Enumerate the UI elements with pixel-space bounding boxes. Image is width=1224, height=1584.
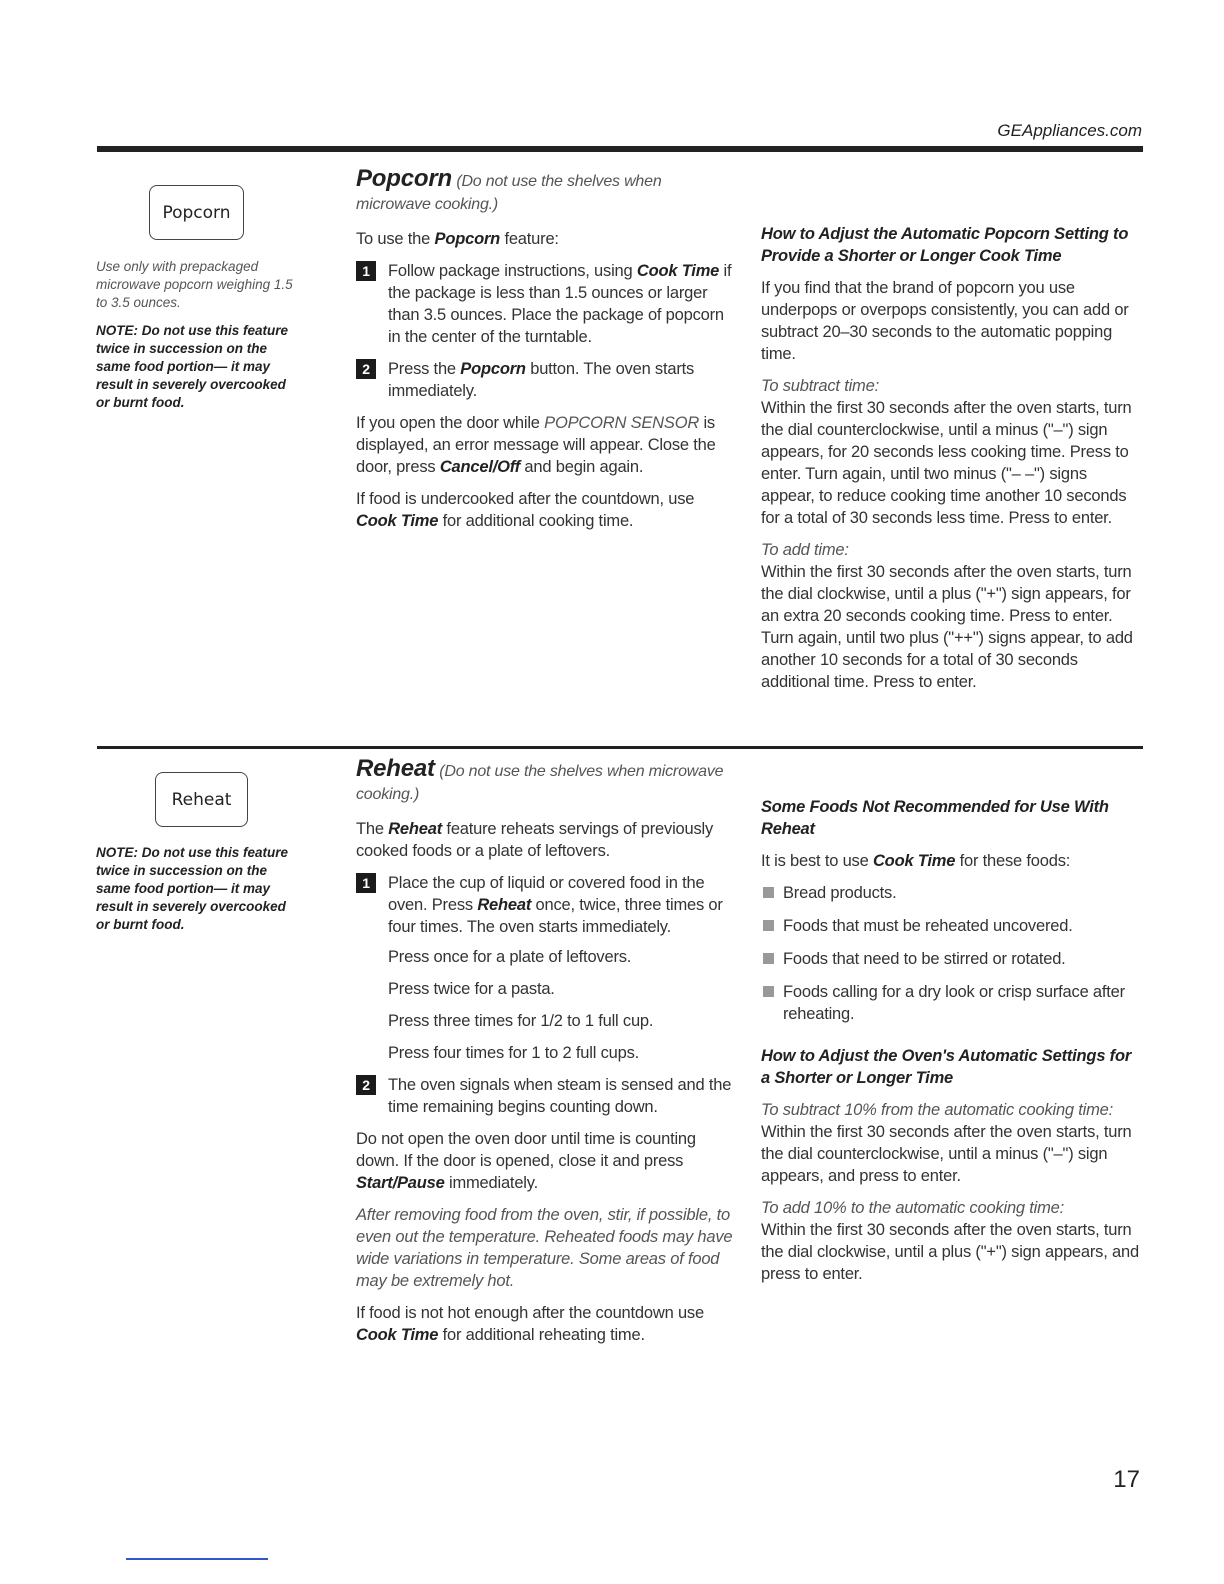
popcorn-adjust-heading: How to Adjust the Automatic Popcorn Setting to Provide a Shorter or Longer Cook Time xyxy=(761,225,1129,265)
popcorn-adjust-column xyxy=(761,223,1143,703)
list-item: Bread products. xyxy=(761,882,1143,904)
list-item: Foods that need to be stirred or rotated. xyxy=(761,948,1143,970)
bullet-icon xyxy=(763,920,774,931)
popcorn-button-illustration xyxy=(149,185,244,240)
popcorn-door-paragraph: If you open the door while POPCORN SENSOR is displayed, an error message will appear. Close the door, press Cancel/Off and begin again. xyxy=(356,414,716,476)
reheat-press-once: Press once for a plate of leftovers. xyxy=(388,948,632,966)
popcorn-intro: To use the Popcorn feature: xyxy=(356,230,559,248)
popcorn-main-column xyxy=(356,165,736,542)
popcorn-add-text: Within the first 30 seconds after the oven starts, turn the dial clockwise, until a plus ("+") sign appears, for an extra 20 seconds cooking time. Press to enter. Turn again, until two plus ("++") signs appear, to add another 10 seconds for a total of 30 seconds additional time. Press to enter. xyxy=(761,563,1133,691)
popcorn-title: Popcorn xyxy=(356,165,452,192)
popcorn-sidenote xyxy=(96,258,296,412)
popcorn-add-label: To add time: xyxy=(761,541,849,559)
reheat-button-label: Reheat xyxy=(171,789,232,810)
popcorn-adjust-intro: If you find that the brand of popcorn you use underpops or overpops consistently, you can add or subtract 20–30 seconds to the automatic popping time. xyxy=(761,279,1129,363)
popcorn-subtract-label: To subtract time: xyxy=(761,377,879,395)
popcorn-side-italic: Use only with prepackaged microwave popcorn weighing 1.5 to 3.5 ounces. xyxy=(96,259,293,310)
reheat-sidenote xyxy=(96,844,296,934)
bullet-icon xyxy=(763,986,774,997)
reheat-door-paragraph: Do not open the oven door until time is counting down. If the door is opened, close it and press Start/Pause immediately. xyxy=(356,1130,696,1192)
reheat-right-column xyxy=(761,796,1143,1295)
reheat-subtract-text: Within the first 30 seconds after the oven starts, turn the dial counterclockwise, until a minus ("–") sign appears, and press to enter. xyxy=(761,1123,1132,1185)
reheat-title-note: (Do not use the shelves when microwave cooking.) xyxy=(356,763,724,803)
step-number-1: 1 xyxy=(356,873,376,893)
list-item: Foods calling for a dry look or crisp surface after reheating. xyxy=(761,981,1143,1025)
reheat-add-label: To add 10% to the automatic cooking time: xyxy=(761,1199,1065,1217)
reheat-title: Reheat xyxy=(356,755,435,782)
site-url: GEAppliances.com xyxy=(997,121,1142,140)
popcorn-side-note: NOTE: Do not use this feature twice in succession on the same food portion— it may result in severely overcooked or burnt food. xyxy=(96,323,289,410)
reheat-adjust-heading: How to Adjust the Oven's Automatic Settings for a Shorter or Longer Time xyxy=(761,1047,1132,1087)
list-item: Foods that must be reheated uncovered. xyxy=(761,915,1143,937)
bullet-icon xyxy=(763,953,774,964)
reheat-stir-paragraph: After removing food from the oven, stir, if possible, to even out the temperature. Reheated foods may have wide variations in temperature. Some areas of food may be extremely hot. xyxy=(356,1206,733,1290)
reheat-not-hot-paragraph: If food is not hot enough after the countdown use Cook Time for additional reheating time. xyxy=(356,1304,704,1344)
reheat-button-illustration xyxy=(155,772,248,827)
popcorn-step-1: 1 Follow package instructions, using Cook Time if the package is less than 1.5 ounces or larger than 3.5 ounces. Place the package of popcorn in the center of the turntable. xyxy=(356,260,736,348)
reheat-notrec-intro: It is best to use Cook Time for these foods: xyxy=(761,852,1071,870)
bullet-icon xyxy=(763,887,774,898)
popcorn-title-note: (Do not use the shelves when microwave cooking.) xyxy=(356,173,662,213)
step-number-2: 2 xyxy=(356,1075,376,1095)
header-rule xyxy=(97,146,1143,152)
reheat-press-four: Press four times for 1 to 2 full cups. xyxy=(388,1044,640,1062)
reheat-main-column xyxy=(356,755,738,1356)
popcorn-step-2: 2 Press the Popcorn button. The oven starts immediately. xyxy=(356,358,736,402)
reheat-intro: The Reheat feature reheats servings of previously cooked foods or a plate of leftovers. xyxy=(356,820,714,860)
reheat-side-note: NOTE: Do not use this feature twice in succession on the same food portion— it may result in severely overcooked or burnt food. xyxy=(96,845,289,932)
popcorn-undercooked-paragraph: If food is undercooked after the countdown, use Cook Time for additional cooking time. xyxy=(356,490,695,530)
popcorn-subtract-text: Within the first 30 seconds after the oven starts, turn the dial counterclockwise, until a minus ("–") sign appears, for 20 seconds less cooking time. Press to enter. Turn again, until two minus ("– –") signs appear, to reduce cooking time another 10 seconds for a total of 30 seconds less time. Press to enter. xyxy=(761,399,1132,527)
reheat-notrec-heading: Some Foods Not Recommended for Use With Reheat xyxy=(761,798,1109,838)
reheat-step-1: 1 Place the cup of liquid or covered food in the oven. Press Reheat once, twice, three times or four times. The oven starts immediately. xyxy=(356,872,738,938)
step-number-1: 1 xyxy=(356,261,376,281)
reheat-add-text: Within the first 30 seconds after the oven starts, turn the dial clockwise, until a plus ("+") sign appears, and press to enter. xyxy=(761,1221,1139,1283)
reheat-subtract-label: To subtract 10% from the automatic cooking time: xyxy=(761,1101,1114,1119)
section-rule xyxy=(97,746,1143,749)
page-number: 17 xyxy=(1113,1466,1140,1493)
footer-link-underline xyxy=(126,1558,268,1560)
popcorn-button-label: Popcorn xyxy=(162,202,231,223)
reheat-press-three: Press three times for 1/2 to 1 full cup. xyxy=(388,1012,654,1030)
reheat-step-2: 2 The oven signals when steam is sensed and the time remaining begins counting down. xyxy=(356,1074,738,1118)
step-number-2: 2 xyxy=(356,359,376,379)
reheat-press-twice: Press twice for a pasta. xyxy=(388,980,555,998)
